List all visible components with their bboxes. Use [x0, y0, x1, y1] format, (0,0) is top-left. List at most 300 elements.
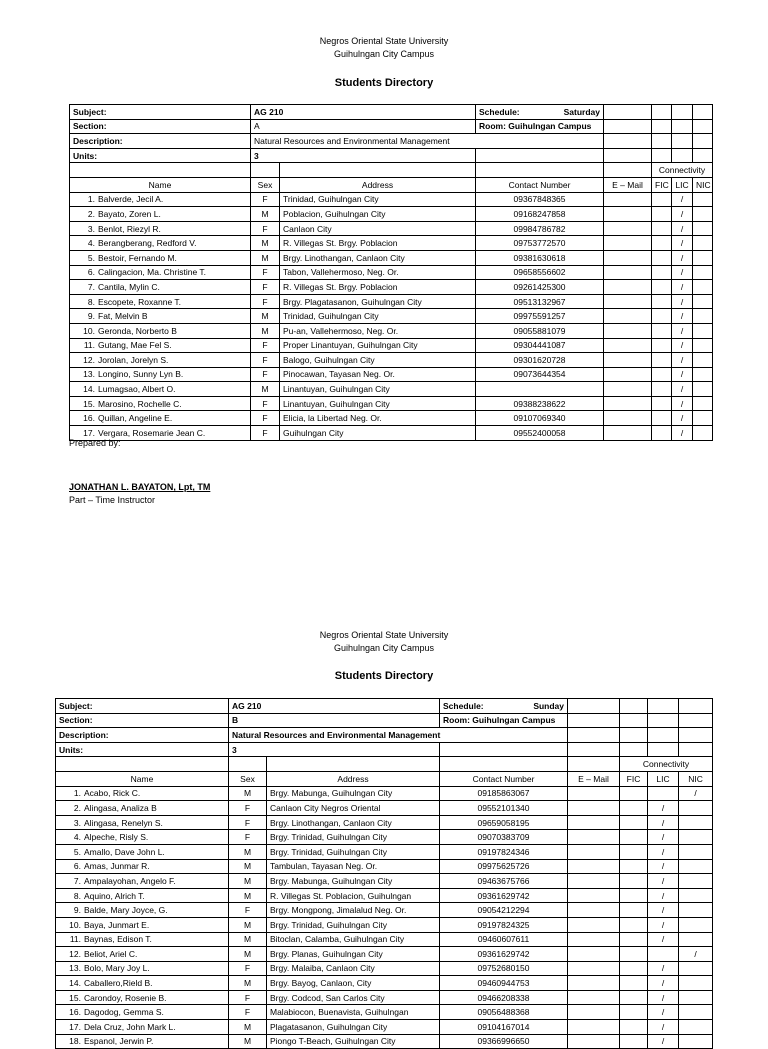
student-number: 18. [69, 1036, 81, 1047]
student-name-cell [56, 961, 229, 976]
student-email [604, 221, 652, 236]
student-row [70, 396, 713, 411]
student-name: Balde, Mary Joyce, G. [84, 905, 168, 916]
student-contact: 09073644354 [476, 367, 604, 382]
student-email [604, 236, 652, 251]
student-number: 12. [69, 948, 81, 959]
contact-header: Contact Number [476, 177, 604, 192]
schedule-cell [440, 699, 568, 714]
student-email [604, 411, 652, 426]
student-contact: 09388238622 [476, 396, 604, 411]
student-contact: 09752680150 [440, 961, 568, 976]
student-contact: 09185863067 [440, 786, 568, 801]
schedule-cell [476, 105, 604, 120]
student-name-cell [70, 411, 251, 426]
student-name: Bayato, Zoren L. [98, 208, 161, 219]
student-sex: M [229, 859, 267, 874]
student-address: Bitoclan, Calamba, Guihulngan City [267, 932, 440, 947]
student-name-cell [56, 874, 229, 889]
campus-name: Guihulngan City Campus [333, 49, 435, 59]
student-name: Espanol, Jerwin P. [84, 1036, 154, 1047]
student-email [604, 250, 652, 265]
student-address: R. Villegas St. Brgy. Poblacion [280, 236, 476, 251]
student-address: Linantuyan, Guihulngan City [280, 382, 476, 397]
student-name: Lumagsao, Albert O. [98, 384, 176, 395]
student-address: Pinocawan, Tayasan Neg. Or. [280, 367, 476, 382]
student-fic [620, 815, 648, 830]
student-name-cell [56, 830, 229, 845]
student-name: Ampalayohan, Angelo F. [84, 875, 176, 886]
student-number: 3. [73, 817, 81, 828]
student-name-cell [56, 801, 229, 816]
section-label: Section: [56, 713, 229, 728]
student-lic: / [648, 1034, 679, 1049]
student-name-cell [70, 280, 251, 295]
student-name: Geronda, Norberto B [98, 325, 177, 336]
student-address: Trinidad, Guihulngan City [280, 192, 476, 207]
student-nic: / [679, 786, 713, 801]
students-directory-table-b [55, 698, 713, 1049]
student-sex: F [251, 280, 280, 295]
student-contact: 09466208338 [440, 990, 568, 1005]
student-name-cell [56, 888, 229, 903]
student-address: R. Villegas St. Poblacion, Guihulngan [267, 888, 440, 903]
student-name-cell [70, 294, 251, 309]
student-row [56, 990, 713, 1005]
student-email [604, 309, 652, 324]
student-row [56, 786, 713, 801]
student-contact: 09070383709 [440, 830, 568, 845]
student-sex: F [251, 192, 280, 207]
student-email [568, 1034, 620, 1049]
student-fic [620, 976, 648, 991]
units-row [70, 148, 713, 163]
student-contact [476, 382, 604, 397]
student-fic [652, 221, 672, 236]
student-nic [693, 367, 713, 382]
student-address: Proper Linantuyan, Guihulngan City [280, 338, 476, 353]
student-row [56, 917, 713, 932]
student-row [70, 207, 713, 222]
student-nic [693, 221, 713, 236]
student-name: Marosino, Rochelle C. [98, 398, 182, 409]
units-value: 3 [251, 148, 476, 163]
student-name-cell [70, 221, 251, 236]
description-label: Description: [70, 134, 251, 149]
student-sex: F [251, 426, 280, 441]
student-name-cell [56, 1020, 229, 1035]
student-name-cell [56, 844, 229, 859]
directory-title: Students Directory [334, 77, 434, 89]
student-name: Escopete, Roxanne T. [98, 296, 182, 307]
student-number: 4. [73, 832, 81, 843]
lic-header: LIC [648, 771, 679, 786]
student-name-cell [70, 207, 251, 222]
student-number: 16. [83, 413, 95, 424]
nic-header: NIC [693, 177, 713, 192]
student-email [568, 888, 620, 903]
student-sex: M [229, 932, 267, 947]
student-contact: 09301620728 [476, 353, 604, 368]
student-row [70, 192, 713, 207]
student-contact: 09659058195 [440, 815, 568, 830]
student-nic [679, 961, 713, 976]
student-number: 8. [87, 296, 95, 307]
student-name: Berangberang, Redford V. [98, 238, 197, 249]
student-contact: 09054212294 [440, 903, 568, 918]
contact-header: Contact Number [440, 771, 568, 786]
student-lic: / [648, 903, 679, 918]
student-fic [652, 280, 672, 295]
student-address: Brgy. Mongpong, Jimalalud Neg. Or. [267, 903, 440, 918]
student-sex: M [251, 309, 280, 324]
student-fic [652, 411, 672, 426]
student-nic [679, 815, 713, 830]
student-row [70, 367, 713, 382]
student-contact: 09658556602 [476, 265, 604, 280]
student-sex: F [251, 338, 280, 353]
student-number: 6. [87, 267, 95, 278]
student-address: Tabon, Vallehermoso, Neg. Or. [280, 265, 476, 280]
student-address: Brgy. Trinidad, Guihulngan City [267, 844, 440, 859]
student-name-cell [56, 947, 229, 962]
room-label: Room: Guihulngan Campus [476, 119, 604, 134]
section-label: Section: [70, 119, 251, 134]
student-contact: 09984786782 [476, 221, 604, 236]
student-row [70, 221, 713, 236]
student-sex: M [229, 917, 267, 932]
student-fic [652, 426, 672, 441]
student-contact: 09107069340 [476, 411, 604, 426]
student-email [568, 844, 620, 859]
student-address: Balogo, Guihulngan City [280, 353, 476, 368]
email-header: E – Mail [568, 771, 620, 786]
student-fic [620, 830, 648, 845]
student-contact: 09552400058 [476, 426, 604, 441]
student-name: Bestoir, Fernando M. [98, 252, 177, 263]
student-address: Brgy. Trinidad, Guihulngan City [267, 830, 440, 845]
student-row [56, 903, 713, 918]
student-name: Dagodog, Gemma S. [84, 1007, 164, 1018]
instructor-name: JONATHAN L. BAYATON, Lpt, TM [69, 482, 211, 492]
student-lic: / [648, 859, 679, 874]
description-row [56, 728, 713, 743]
student-email [568, 1005, 620, 1020]
student-name: Beliot, Ariel C. [84, 948, 138, 959]
student-fic [652, 250, 672, 265]
student-email [604, 426, 652, 441]
student-address: Brgy. Planas, Guihulngan City [267, 947, 440, 962]
student-row [56, 976, 713, 991]
student-sex: F [229, 990, 267, 1005]
student-fic [620, 1034, 648, 1049]
subject-label: Subject: [56, 699, 229, 714]
student-name: Calingacion, Ma. Christine T. [98, 267, 207, 278]
student-name-cell [56, 903, 229, 918]
student-lic: / [648, 961, 679, 976]
student-address: Poblacion, Guihulngan City [280, 207, 476, 222]
student-row [56, 859, 713, 874]
student-contact: 09552101340 [440, 801, 568, 816]
student-row [56, 888, 713, 903]
student-lic: / [672, 411, 693, 426]
student-email [568, 1020, 620, 1035]
student-name-cell [70, 192, 251, 207]
student-name-cell [56, 932, 229, 947]
student-lic: / [648, 830, 679, 845]
student-sex: M [229, 786, 267, 801]
student-contact: 09460607611 [440, 932, 568, 947]
student-sex: M [251, 323, 280, 338]
student-row [70, 338, 713, 353]
student-address: R. Villegas St. Brgy. Poblacion [280, 280, 476, 295]
student-name: Jorolan, Jorelyn S. [98, 354, 169, 365]
student-row [56, 947, 713, 962]
student-row [70, 426, 713, 441]
student-email [604, 396, 652, 411]
student-sex: M [229, 1034, 267, 1049]
student-fic [652, 323, 672, 338]
student-contact: 09055881079 [476, 323, 604, 338]
student-lic: / [648, 1020, 679, 1035]
fic-header: FIC [652, 177, 672, 192]
student-nic [679, 1034, 713, 1049]
student-name: Balverde, Jecil A. [98, 194, 164, 205]
student-email [568, 961, 620, 976]
student-address: Brgy. Mabunga, Guihulngan City [267, 786, 440, 801]
student-email [568, 917, 620, 932]
student-fic [620, 917, 648, 932]
student-lic: / [672, 236, 693, 251]
student-row [56, 961, 713, 976]
student-name: Quillan, Angeline E. [98, 413, 173, 424]
address-header: Address [267, 771, 440, 786]
student-number: 4. [87, 238, 95, 249]
student-email [604, 367, 652, 382]
schedule-day: Saturday [563, 106, 601, 117]
fic-header: FIC [620, 771, 648, 786]
student-row [56, 844, 713, 859]
students-directory-table-a [69, 104, 713, 441]
student-fic [620, 844, 648, 859]
student-name: Fat, Melvin B [98, 311, 148, 322]
student-address: Brgy. Mabunga, Guihulngan City [267, 874, 440, 889]
student-lic: / [648, 932, 679, 947]
student-nic [679, 888, 713, 903]
student-nic [693, 280, 713, 295]
student-row [56, 815, 713, 830]
student-row [70, 323, 713, 338]
student-email [604, 353, 652, 368]
student-email [568, 859, 620, 874]
student-address: Canlaon City [280, 221, 476, 236]
units-row [56, 742, 713, 757]
schedule-day: Sunday [533, 700, 565, 711]
student-address: Piongo T-Beach, Guihulngan City [267, 1034, 440, 1049]
student-nic [679, 990, 713, 1005]
student-nic [679, 932, 713, 947]
student-fic [620, 903, 648, 918]
room-label: Room: Guihulngan Campus [440, 713, 568, 728]
student-nic [693, 411, 713, 426]
student-contact: 09381630618 [476, 250, 604, 265]
student-name-cell [70, 338, 251, 353]
student-lic: / [672, 382, 693, 397]
student-nic [693, 250, 713, 265]
student-email [604, 294, 652, 309]
connectivity-header: Connectivity [652, 163, 713, 178]
description-value: Natural Resources and Environmental Management [229, 728, 568, 743]
student-contact: 09367848365 [476, 192, 604, 207]
student-contact: 09168247858 [476, 207, 604, 222]
student-name-cell [70, 265, 251, 280]
student-name: Carondoy, Rosenie B. [84, 992, 167, 1003]
student-address: Pu-an, Vallehermoso, Neg. Or. [280, 323, 476, 338]
student-sex: F [251, 367, 280, 382]
student-lic: / [672, 396, 693, 411]
student-sex: F [251, 294, 280, 309]
schedule-label: Schedule: [479, 106, 520, 117]
student-lic: / [672, 323, 693, 338]
student-fic [620, 961, 648, 976]
student-nic [693, 323, 713, 338]
student-email [568, 830, 620, 845]
student-nic [679, 830, 713, 845]
student-name-cell [70, 236, 251, 251]
student-address: Brgy. Linothangan, Canlaon City [280, 250, 476, 265]
section-row [70, 119, 713, 134]
student-fic [652, 236, 672, 251]
student-number: 7. [87, 281, 95, 292]
student-number: 16. [69, 1007, 81, 1018]
student-name-cell [70, 323, 251, 338]
description-row [70, 134, 713, 149]
student-lic: / [672, 309, 693, 324]
student-address: Guihulngan City [280, 426, 476, 441]
units-label: Units: [70, 148, 251, 163]
student-sex: F [229, 830, 267, 845]
student-address: Brgy. Bayog, Canlaon, City [267, 976, 440, 991]
student-fic [620, 874, 648, 889]
student-name: Caballero,Rield B. [84, 978, 153, 989]
student-row [56, 1005, 713, 1020]
student-email [568, 976, 620, 991]
student-lic: / [648, 815, 679, 830]
student-name-cell [56, 990, 229, 1005]
student-name-cell [56, 1005, 229, 1020]
student-number: 3. [87, 223, 95, 234]
student-address: Linantuyan, Guihulngan City [280, 396, 476, 411]
prepared-by-label: Prepared by: [69, 438, 121, 448]
student-lic: / [672, 353, 693, 368]
student-address: Tambulan, Tayasan Neg. Or. [267, 859, 440, 874]
student-lic: / [672, 338, 693, 353]
student-address: Brgy. Plagatasanon, Guihulngan City [280, 294, 476, 309]
student-number: 17. [69, 1021, 81, 1032]
student-sex: F [251, 396, 280, 411]
student-sex: F [229, 903, 267, 918]
student-number: 10. [69, 919, 81, 930]
student-sex: F [229, 801, 267, 816]
description-label: Description: [56, 728, 229, 743]
student-number: 11. [83, 340, 95, 351]
subject-label: Subject: [70, 105, 251, 120]
student-contact: 09513132967 [476, 294, 604, 309]
student-sex: M [229, 976, 267, 991]
student-number: 6. [73, 861, 81, 872]
student-address: Brgy. Malaiba, Canlaon City [267, 961, 440, 976]
student-contact: 09056488368 [440, 1005, 568, 1020]
connectivity-row [56, 757, 713, 772]
student-lic: / [648, 844, 679, 859]
student-contact: 09463675766 [440, 874, 568, 889]
student-sex: F [251, 353, 280, 368]
student-fic [652, 265, 672, 280]
student-sex: M [251, 207, 280, 222]
student-contact: 09304441087 [476, 338, 604, 353]
student-address: Malabiocon, Buenavista, Guihulngan [267, 1005, 440, 1020]
student-number: 14. [69, 978, 81, 989]
student-row [56, 874, 713, 889]
student-email [568, 815, 620, 830]
student-name-cell [56, 917, 229, 932]
student-nic [693, 338, 713, 353]
student-contact: 09361629742 [440, 888, 568, 903]
student-row [56, 1020, 713, 1035]
name-header: Name [70, 177, 251, 192]
student-fic [652, 294, 672, 309]
student-nic [693, 309, 713, 324]
directory-title-b: Students Directory [334, 670, 434, 682]
student-name-cell [70, 309, 251, 324]
student-nic [679, 976, 713, 991]
student-name-cell [56, 976, 229, 991]
student-contact: 09197824346 [440, 844, 568, 859]
units-value: 3 [229, 742, 440, 757]
student-contact: 09975591257 [476, 309, 604, 324]
student-lic: / [672, 426, 693, 441]
student-fic [620, 947, 648, 962]
student-lic: / [648, 976, 679, 991]
student-nic [679, 801, 713, 816]
student-address: Brgy. Codcod, San Carlos City [267, 990, 440, 1005]
student-email [568, 786, 620, 801]
student-row [56, 932, 713, 947]
student-number: 17. [83, 427, 95, 438]
schedule-label: Schedule: [443, 700, 484, 711]
student-lic [648, 786, 679, 801]
student-contact: 09753772570 [476, 236, 604, 251]
student-number: 13. [83, 369, 95, 380]
student-nic [679, 844, 713, 859]
student-contact: 09975625726 [440, 859, 568, 874]
student-fic [652, 207, 672, 222]
student-name: Gutang, Mae Fel S. [98, 340, 172, 351]
university-name-b: Negros Oriental State University [319, 630, 449, 640]
student-row [56, 830, 713, 845]
student-fic [620, 859, 648, 874]
student-number: 7. [73, 875, 81, 886]
student-row [70, 382, 713, 397]
instructor-role: Part – Time Instructor [69, 495, 156, 505]
student-name: Longino, Sunny Lyn B. [98, 369, 184, 380]
student-number: 5. [87, 252, 95, 263]
student-name: Baynas, Edison T. [84, 934, 152, 945]
student-address: Brgy. Linothangan, Canlaon City [267, 815, 440, 830]
student-nic [693, 265, 713, 280]
student-nic: / [679, 947, 713, 962]
student-lic [648, 947, 679, 962]
